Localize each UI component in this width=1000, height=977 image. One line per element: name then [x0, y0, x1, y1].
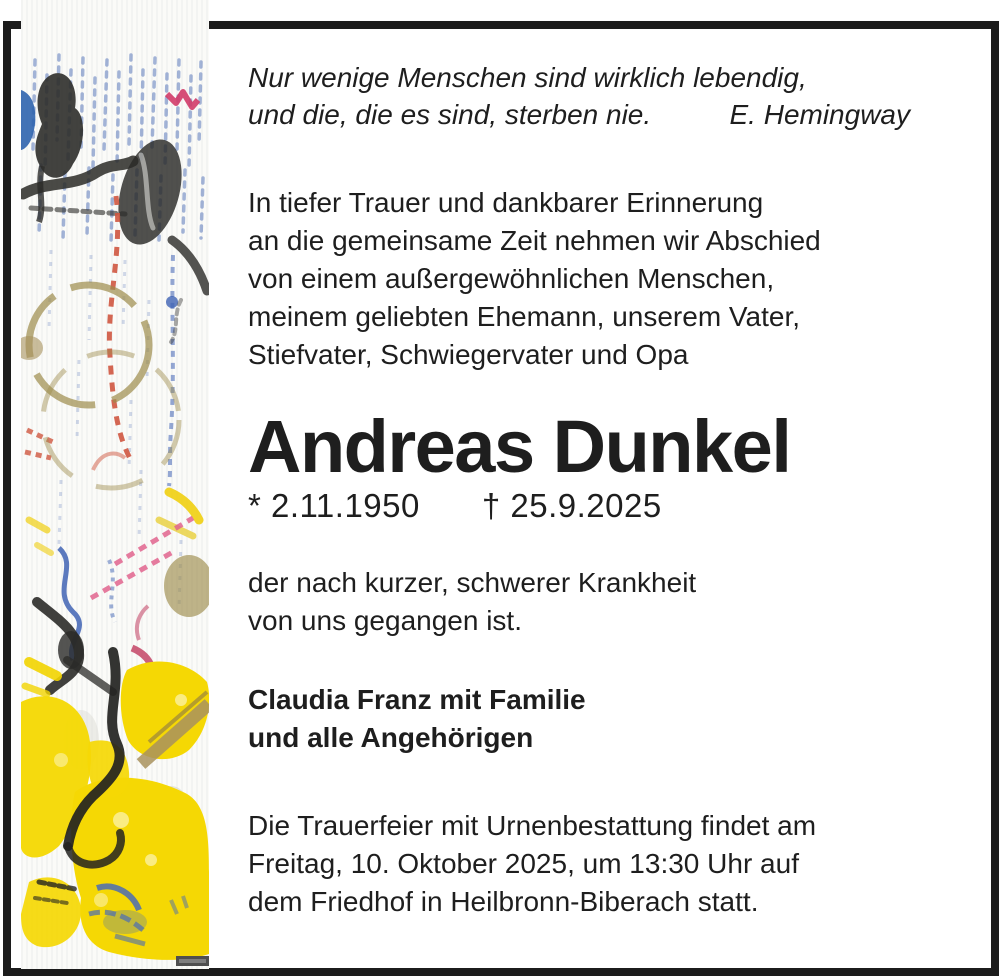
passing-line: der nach kurzer, schwerer Krankheit [248, 567, 697, 598]
funeral-line: dem Friedhof in Heilbronn-Biberach statt. [248, 886, 759, 917]
artwork-credit-watermark [176, 956, 209, 966]
death-date: † 25.9.2025 [481, 487, 662, 524]
birth-date: * 2.11.1950 [248, 487, 420, 524]
intro-line: an die gemeinsame Zeit nehmen wir Abschied [248, 225, 821, 256]
mourners [248, 681, 968, 757]
passing-line: von uns gegangen ist. [248, 605, 522, 636]
quote-line: Nur wenige Menschen sind wirklich lebendig, [248, 62, 807, 93]
funeral-line: Die Trauerfeier mit Urnenbestattung findet am [248, 810, 817, 841]
abstract-crayon-artwork-svg [21, 0, 209, 969]
quote-line: und die, die es sind, sterben nie. [248, 99, 652, 130]
black-blob-top [21, 73, 83, 222]
intro-line: meinem geliebten Ehemann, unserem Vater, [248, 301, 801, 332]
mourner-line: und alle Angehörigen [248, 722, 534, 753]
intro-line: von einem außergewöhnlichen Menschen, [248, 263, 775, 294]
funeral-paragraph [248, 807, 978, 921]
deceased-name: Andreas Dunkel [248, 405, 791, 488]
memorial-artwork [21, 0, 209, 969]
blue-dash-sparse [49, 250, 181, 610]
intro-paragraph [248, 184, 968, 374]
passing-paragraph [248, 564, 968, 640]
mourner-line: Claudia Franz mit Familie [248, 684, 586, 715]
intro-line: In tiefer Trauer und dankbarer Erinnerung [248, 187, 764, 218]
life-dates [248, 488, 662, 524]
intro-line: Stiefvater, Schwiegervater und Opa [248, 339, 689, 370]
pink-zigzag [167, 92, 198, 107]
red-dashed-line [25, 196, 133, 470]
quote-attribution: E. Hemingway [729, 99, 910, 130]
epigraph-quote [248, 59, 910, 133]
funeral-line: Freitag, 10. Oktober 2025, um 13:30 Uhr auf [248, 848, 799, 879]
